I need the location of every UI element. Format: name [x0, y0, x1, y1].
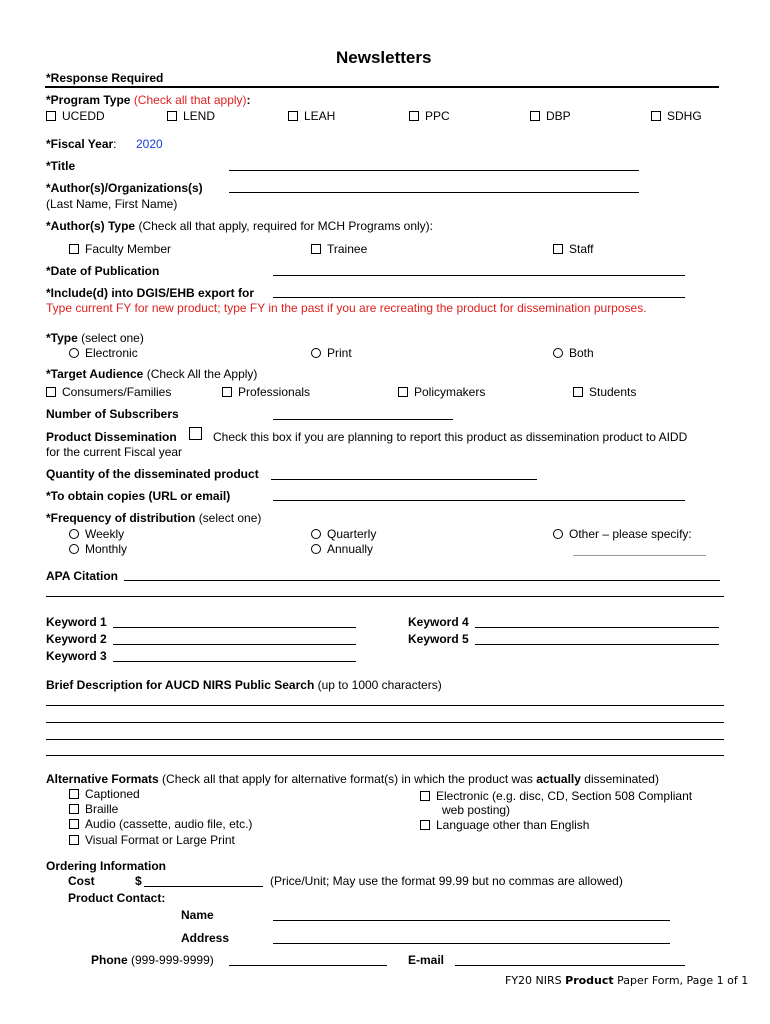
radio-icon[interactable] — [69, 348, 79, 358]
checkbox-icon[interactable] — [69, 244, 79, 254]
program-type-option[interactable]: DBP — [530, 109, 571, 123]
type-heading: *Type (select one) — [46, 331, 144, 345]
fiscal-year-label: *Fiscal Year: — [46, 137, 117, 151]
radio-icon[interactable] — [311, 348, 321, 358]
radio-icon[interactable] — [553, 348, 563, 358]
alt-format-option[interactable]: Electronic (e.g. disc, CD, Section 508 Compliant — [420, 789, 692, 803]
radio-icon[interactable] — [69, 544, 79, 554]
product-dissemination-label: Product Dissemination — [46, 430, 177, 444]
checkbox-icon[interactable] — [409, 111, 419, 121]
checkbox-icon[interactable] — [420, 791, 430, 801]
type-option[interactable]: Print — [311, 346, 352, 360]
checkbox-icon[interactable] — [69, 804, 79, 814]
program-type-heading — [46, 93, 251, 107]
keyword-1-label: Keyword 1 — [46, 615, 107, 629]
keyword-5-label: Keyword 5 — [408, 632, 469, 646]
program-type-note: (Check all that apply) — [133, 93, 247, 107]
target-audience-option[interactable]: Consumers/Families — [46, 385, 171, 399]
frequency-heading: *Frequency of distribution (select one) — [46, 511, 262, 525]
ordering-heading: Ordering Information — [46, 859, 166, 873]
apa-citation-input[interactable] — [124, 580, 720, 581]
apa-citation-input-line-2[interactable] — [46, 596, 724, 597]
obtain-copies-label: *To obtain copies (URL or email) — [46, 489, 231, 503]
cost-prefix: $ — [135, 874, 142, 888]
alt-format-option[interactable]: Language other than English — [420, 818, 589, 832]
program-type-option[interactable]: SDHG — [651, 109, 702, 123]
type-option[interactable]: Electronic — [69, 346, 138, 360]
checkbox-icon[interactable] — [69, 835, 79, 845]
product-contact-label: Product Contact: — [68, 891, 166, 905]
page-title: Newsletters — [336, 48, 432, 67]
subscribers-input[interactable] — [273, 419, 453, 420]
contact-email-input[interactable] — [455, 965, 685, 966]
author-type-option[interactable]: Trainee — [311, 242, 367, 256]
alt-format-option[interactable]: Visual Format or Large Print — [69, 833, 235, 847]
cost-note: (Price/Unit; May use the format 99.99 but no commas are allowed) — [270, 874, 623, 888]
keyword-5-input[interactable] — [475, 644, 719, 645]
product-dissemination-text: Check this box if you are planning to report this product as dissemination product to AIDD — [213, 430, 688, 444]
contact-name-input[interactable] — [273, 920, 670, 921]
brief-description-heading: Brief Description for AUCD NIRS Public Search (up to 1000 characters) — [46, 678, 442, 692]
checkbox-icon[interactable] — [69, 819, 79, 829]
radio-icon[interactable] — [311, 544, 321, 554]
program-type-label: *Program Type — [46, 93, 131, 107]
contact-phone-label: Phone (999-999-9999) — [91, 953, 214, 967]
brief-description-line[interactable] — [46, 739, 724, 740]
title-input[interactable] — [229, 170, 639, 171]
frequency-option[interactable]: Quarterly — [311, 527, 376, 541]
checkbox-icon[interactable] — [189, 427, 202, 440]
target-audience-option[interactable]: Policymakers — [398, 385, 485, 399]
checkbox-icon[interactable] — [288, 111, 298, 121]
keyword-4-label: Keyword 4 — [408, 615, 469, 629]
program-type-option[interactable]: LEND — [167, 109, 215, 123]
type-option[interactable]: Both — [553, 346, 594, 360]
checkbox-icon[interactable] — [553, 244, 563, 254]
program-type-option[interactable]: UCEDD — [46, 109, 105, 123]
author-type-option[interactable]: Staff — [553, 242, 593, 256]
quantity-input[interactable] — [271, 479, 537, 480]
alt-format-option[interactable]: Braille — [69, 802, 118, 816]
checkbox-icon[interactable] — [311, 244, 321, 254]
dgis-export-label: *Include(d) into DGIS/EHB export for — [46, 286, 255, 300]
keyword-3-label: Keyword 3 — [46, 649, 107, 663]
checkbox-icon[interactable] — [530, 111, 540, 121]
subscribers-label: Number of Subscribers — [46, 407, 179, 421]
author-type-option[interactable]: Faculty Member — [69, 242, 171, 256]
header-rule — [45, 86, 719, 88]
cost-label: Cost — [68, 874, 95, 888]
alt-format-option[interactable]: Captioned — [69, 787, 140, 801]
alt-formats-heading: Alternative Formats (Check all that apply for alternative format(s) in which the product was actually disseminated) — [46, 772, 659, 786]
response-required-note: *Response Required — [46, 71, 164, 85]
radio-icon[interactable] — [311, 529, 321, 539]
radio-icon[interactable] — [69, 529, 79, 539]
target-audience-option[interactable]: Students — [573, 385, 636, 399]
alt-format-option[interactable]: Audio (cassette, audio file, etc.) — [69, 817, 252, 831]
authors-label: *Author(s)/Organizations(s) — [46, 181, 203, 195]
checkbox-icon[interactable] — [46, 387, 56, 397]
dgis-export-note: Type current FY for new product; type FY in the past if you are recreating the product for dissemination purposes. — [46, 301, 647, 315]
checkbox-icon[interactable] — [167, 111, 177, 121]
checkbox-icon[interactable] — [398, 387, 408, 397]
page-footer: FY20 NIRS Product Paper Form, Page 1 of 1 — [505, 974, 749, 987]
checkbox-icon[interactable] — [420, 820, 430, 830]
program-type-option[interactable]: PPC — [409, 109, 450, 123]
brief-description-line[interactable] — [46, 722, 724, 723]
alt-format-electronic-cont: web posting) — [442, 803, 511, 817]
keyword-2-label: Keyword 2 — [46, 632, 107, 646]
contact-name-label: Name — [181, 908, 214, 922]
contact-email-label: E-mail — [408, 953, 445, 967]
frequency-option[interactable]: Weekly — [69, 527, 124, 541]
dgis-export-input[interactable] — [273, 297, 685, 298]
target-audience-option[interactable]: Professionals — [222, 385, 310, 399]
author-type-heading: *Author(s) Type (Check all that apply, required for MCH Programs only): — [46, 219, 434, 233]
frequency-option[interactable]: Other – please specify: — [553, 527, 692, 541]
quantity-label: Quantity of the disseminated product — [46, 467, 259, 481]
checkbox-icon[interactable] — [222, 387, 232, 397]
contact-phone-input[interactable] — [229, 965, 387, 966]
frequency-option[interactable]: Monthly — [69, 542, 127, 556]
title-label: *Title — [46, 159, 76, 173]
brief-description-line[interactable] — [46, 705, 724, 706]
program-type-colon: : — [246, 93, 251, 107]
target-audience-heading: *Target Audience (Check All the Apply) — [46, 367, 258, 381]
contact-address-input[interactable] — [273, 943, 670, 944]
frequency-other-input[interactable] — [573, 555, 706, 556]
apa-citation-label: APA Citation — [46, 569, 118, 583]
authors-hint: (Last Name, First Name) — [46, 197, 178, 211]
keyword-1-input[interactable] — [113, 627, 356, 628]
product-dissemination-checkbox[interactable] — [189, 427, 202, 442]
product-dissemination-text-cont: for the current Fiscal year — [46, 445, 183, 459]
fiscal-year-value[interactable]: 2020 — [136, 137, 163, 151]
program-type-option[interactable]: LEAH — [288, 109, 335, 123]
frequency-option[interactable]: Annually — [311, 542, 373, 556]
checkbox-icon[interactable] — [651, 111, 661, 121]
authors-input[interactable] — [229, 192, 639, 193]
date-of-publication-input[interactable] — [273, 275, 685, 276]
brief-description-line[interactable] — [46, 755, 724, 756]
keyword-4-input[interactable] — [475, 627, 719, 628]
date-of-publication-label: *Date of Publication — [46, 264, 160, 278]
contact-address-label: Address — [181, 931, 230, 945]
checkbox-icon[interactable] — [573, 387, 583, 397]
checkbox-icon[interactable] — [46, 111, 56, 121]
checkbox-icon[interactable] — [69, 789, 79, 799]
radio-icon[interactable] — [553, 529, 563, 539]
cost-input[interactable] — [144, 886, 263, 887]
keyword-2-input[interactable] — [113, 644, 356, 645]
obtain-copies-input[interactable] — [273, 500, 685, 501]
keyword-3-input[interactable] — [113, 661, 356, 662]
